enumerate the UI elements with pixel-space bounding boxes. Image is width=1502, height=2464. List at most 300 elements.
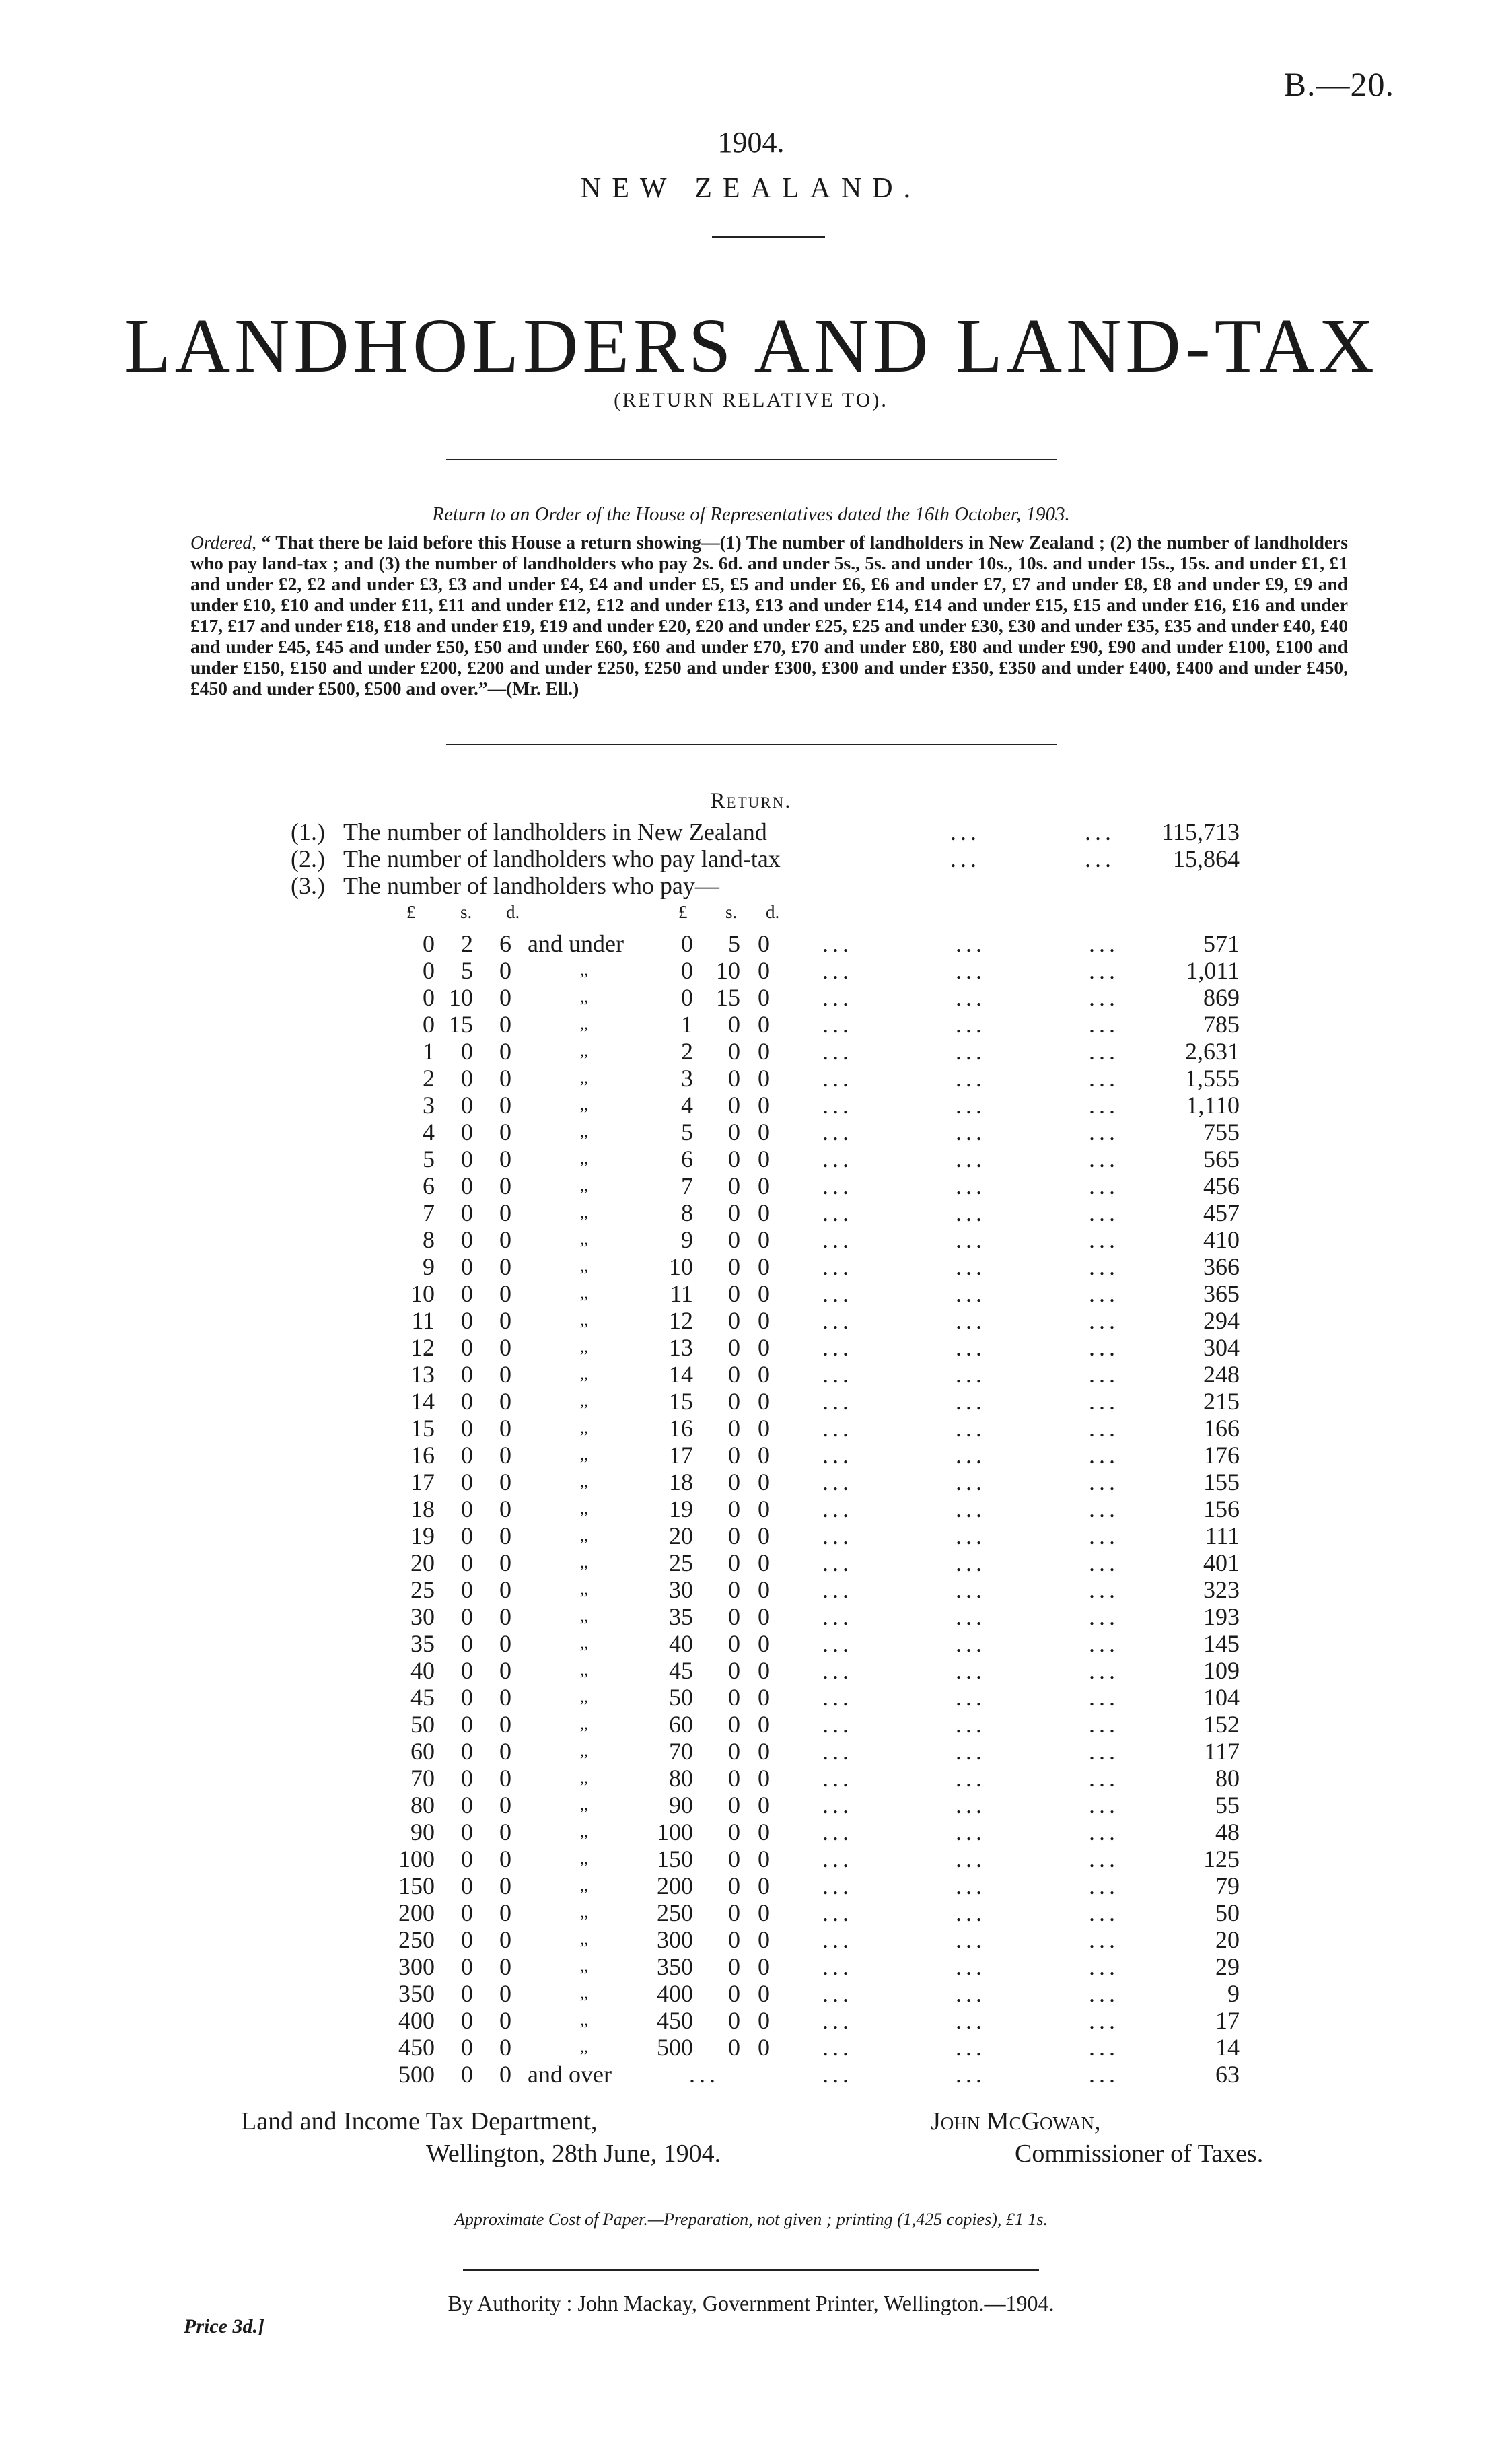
pence-header: d. — [766, 902, 780, 922]
leader-dots: ... — [956, 1172, 986, 1199]
from-shillings: 0 — [461, 1872, 473, 1899]
leader-dots: ... — [1085, 845, 1115, 872]
to-pounds: 60 — [669, 1711, 693, 1738]
table-row — [0, 1253, 1502, 1280]
summary-label: The number of landholders in New Zealand — [343, 818, 767, 845]
from-pence: 0 — [499, 1899, 511, 1926]
from-pounds: 40 — [410, 1657, 435, 1684]
from-shillings: 0 — [461, 1711, 473, 1738]
leader-dots: ... — [1089, 1603, 1119, 1630]
leader-dots: ... — [1089, 1819, 1119, 1845]
order-line: Return to an Order of the House of Representatives dated the 16th October, 1903. — [432, 503, 1070, 525]
from-pence: 0 — [499, 1872, 511, 1899]
to-shillings: 0 — [728, 1146, 740, 1172]
table-row — [0, 1711, 1502, 1738]
to-shillings: 0 — [728, 1953, 740, 1980]
from-pence: 6 — [499, 930, 511, 957]
landholder-count: 29 — [1215, 1953, 1240, 1980]
from-pounds: 6 — [423, 1172, 435, 1199]
table-row — [0, 984, 1502, 1011]
landholder-count: 365 — [1203, 1280, 1240, 1307]
ditto-mark: ,, — [580, 962, 588, 979]
from-pounds: 4 — [423, 1119, 435, 1146]
leader-dots: ... — [956, 1388, 986, 1415]
leader-dots: ... — [822, 1872, 853, 1899]
landholder-count: 109 — [1203, 1657, 1240, 1684]
to-pounds: 400 — [657, 1980, 693, 2007]
from-pounds: 5 — [423, 1146, 435, 1172]
ditto-mark: ,, — [580, 1285, 588, 1302]
leader-dots: ... — [822, 2007, 853, 2034]
landholder-count: 401 — [1203, 1549, 1240, 1576]
to-pounds: 40 — [669, 1630, 693, 1657]
leader-dots: ... — [822, 1657, 853, 1684]
from-pounds: 300 — [398, 1953, 435, 1980]
to-pence: 0 — [758, 1630, 770, 1657]
landholder-count: 14 — [1215, 2034, 1240, 2061]
table-row — [0, 1980, 1502, 2007]
to-pounds: 17 — [669, 1442, 693, 1469]
cost-note: Approximate Cost of Paper.—Preparation, not given ; printing (1,425 copies), £1 1s. — [454, 2210, 1048, 2229]
table-row — [0, 1576, 1502, 1603]
ditto-mark: ,, — [580, 1608, 588, 1625]
leader-dots: ... — [822, 1334, 853, 1361]
leader-dots: ... — [1089, 1011, 1119, 1038]
leader-dots: ... — [1089, 930, 1119, 957]
shillings-header: s. — [725, 902, 738, 922]
from-pence: 0 — [499, 1334, 511, 1361]
from-pounds: 10 — [410, 1280, 435, 1307]
from-shillings: 0 — [461, 1684, 473, 1711]
ditto-mark: ,, — [580, 1985, 588, 2002]
to-shillings: 0 — [728, 1199, 740, 1226]
table-row — [0, 1738, 1502, 1765]
from-shillings: 0 — [461, 1092, 473, 1119]
landholder-count: 166 — [1203, 1415, 1240, 1442]
landholder-count: 125 — [1203, 1845, 1240, 1872]
from-pounds: 14 — [410, 1388, 435, 1415]
leader-dots: ... — [822, 1172, 853, 1199]
landholder-count: 565 — [1203, 1146, 1240, 1172]
from-pence: 0 — [499, 1199, 511, 1226]
leader-dots: ... — [956, 1845, 986, 1872]
to-pounds: 15 — [669, 1388, 693, 1415]
from-pounds: 350 — [398, 1980, 435, 2007]
ditto-mark: ,, — [580, 1177, 588, 1195]
leader-dots: ... — [956, 1442, 986, 1469]
landholder-count: 48 — [1215, 1819, 1240, 1845]
landholder-count: 63 — [1215, 2061, 1240, 2088]
to-pence: 0 — [758, 1657, 770, 1684]
to-pence: 0 — [758, 1307, 770, 1334]
from-pounds: 15 — [410, 1415, 435, 1442]
ditto-mark: ,, — [580, 1500, 588, 1518]
from-pence: 0 — [499, 1038, 511, 1065]
leader-dots: ... — [1089, 1334, 1119, 1361]
divider — [446, 744, 1057, 745]
leader-dots: ... — [822, 1469, 853, 1495]
leader-dots: ... — [689, 2061, 719, 2088]
leader-dots: ... — [1089, 1953, 1119, 1980]
from-pounds: 8 — [423, 1226, 435, 1253]
ditto-mark: ,, — [580, 1150, 588, 1168]
ditto-mark: ,, — [580, 1554, 588, 1572]
to-pounds: 350 — [657, 1953, 693, 1980]
ditto-mark: ,, — [580, 1419, 588, 1437]
summary-value: 15,864 — [1173, 845, 1240, 872]
to-shillings: 0 — [728, 1980, 740, 2007]
to-shillings: 15 — [716, 984, 740, 1011]
landholder-count: 1,011 — [1186, 957, 1240, 984]
ditto-mark: ,, — [580, 1231, 588, 1248]
document-year: 1904. — [717, 126, 785, 159]
leader-dots: ... — [822, 1415, 853, 1442]
from-pounds: 9 — [423, 1253, 435, 1280]
ditto-mark: ,, — [580, 1877, 588, 1895]
leader-dots: ... — [956, 1280, 986, 1307]
leader-dots: ... — [822, 2034, 853, 2061]
ordered-paragraph — [190, 532, 1348, 699]
from-pounds: 100 — [398, 1845, 435, 1872]
leader-dots: ... — [956, 1926, 986, 1953]
from-pounds: 70 — [410, 1765, 435, 1792]
from-pence: 0 — [499, 1065, 511, 1092]
to-pence: 0 — [758, 1549, 770, 1576]
table-row — [0, 930, 1502, 957]
leader-dots: ... — [822, 1280, 853, 1307]
to-pence: 0 — [758, 1845, 770, 1872]
to-shillings: 0 — [728, 1361, 740, 1388]
from-shillings: 15 — [449, 1011, 473, 1038]
from-shillings: 0 — [461, 1576, 473, 1603]
leader-dots: ... — [956, 1684, 986, 1711]
to-pounds: 90 — [669, 1792, 693, 1819]
table-row — [0, 1953, 1502, 1980]
leader-dots: ... — [1089, 1926, 1119, 1953]
to-pounds: 4 — [681, 1092, 693, 1119]
to-shillings: 0 — [728, 1926, 740, 1953]
from-pence: 0 — [499, 1522, 511, 1549]
ditto-mark: ,, — [580, 1904, 588, 1922]
to-pence: 0 — [758, 1334, 770, 1361]
from-pence: 0 — [499, 1307, 511, 1334]
table-row — [0, 1011, 1502, 1038]
landholder-count: 456 — [1203, 1172, 1240, 1199]
to-pounds: 300 — [657, 1926, 693, 1953]
table-row — [0, 1199, 1502, 1226]
ditto-mark: ,, — [580, 2039, 588, 2056]
table-row — [0, 1630, 1502, 1657]
to-pounds: 50 — [669, 1684, 693, 1711]
landholder-count: 79 — [1215, 1872, 1240, 1899]
to-pence: 0 — [758, 930, 770, 957]
leader-dots: ... — [956, 1119, 986, 1146]
to-pence: 0 — [758, 1872, 770, 1899]
ditto-mark: ,, — [580, 1096, 588, 1114]
leader-dots: ... — [1089, 1307, 1119, 1334]
to-shillings: 0 — [728, 1119, 740, 1146]
summary-label: The number of landholders who pay land-tax — [343, 845, 781, 872]
landholder-count: 410 — [1203, 1226, 1240, 1253]
landholder-count: 294 — [1203, 1307, 1240, 1334]
page-title: LANDHOLDERS AND LAND-TAX — [124, 303, 1378, 388]
to-pence: 0 — [758, 1711, 770, 1738]
table-row — [0, 1926, 1502, 1953]
to-pence: 0 — [758, 1522, 770, 1549]
from-pence: 0 — [499, 1119, 511, 1146]
to-pence: 0 — [758, 1361, 770, 1388]
from-shillings: 0 — [461, 1792, 473, 1819]
summary-label: The number of landholders who pay— — [343, 872, 719, 899]
leader-dots: ... — [1089, 1361, 1119, 1388]
from-pounds: 18 — [410, 1495, 435, 1522]
landholder-count: 2,631 — [1185, 1038, 1240, 1065]
table-row — [0, 1146, 1502, 1172]
to-pence: 0 — [758, 1684, 770, 1711]
leader-dots: ... — [822, 1522, 853, 1549]
ditto-mark: ,, — [580, 1689, 588, 1706]
table-row — [0, 1334, 1502, 1361]
from-pence: 0 — [499, 1253, 511, 1280]
leader-dots: ... — [822, 1011, 853, 1038]
leader-dots: ... — [956, 2061, 986, 2088]
landholder-count: 755 — [1203, 1119, 1240, 1146]
from-shillings: 5 — [461, 957, 473, 984]
leader-dots: ... — [822, 1199, 853, 1226]
from-shillings: 0 — [461, 1549, 473, 1576]
leader-dots: ... — [1085, 818, 1115, 845]
leader-dots: ... — [956, 1469, 986, 1495]
from-pence: 0 — [499, 1469, 511, 1495]
from-pounds: 150 — [398, 1872, 435, 1899]
leader-dots: ... — [956, 1011, 986, 1038]
to-pounds: 0 — [681, 957, 693, 984]
leader-dots: ... — [956, 1899, 986, 1926]
to-shillings: 0 — [728, 2007, 740, 2034]
leader-dots: ... — [822, 1388, 853, 1415]
from-pence: 0 — [499, 1792, 511, 1819]
from-pence: 0 — [499, 1684, 511, 1711]
from-shillings: 0 — [461, 1899, 473, 1926]
ditto-mark: ,, — [580, 1796, 588, 1814]
to-shillings: 0 — [728, 1792, 740, 1819]
leader-dots: ... — [1089, 1119, 1119, 1146]
from-pence: 0 — [499, 1011, 511, 1038]
landholder-count: 1,555 — [1185, 1065, 1240, 1092]
leader-dots: ... — [956, 1738, 986, 1765]
to-pence: 0 — [758, 1495, 770, 1522]
ditto-mark: ,, — [580, 1527, 588, 1545]
to-pounds: 14 — [669, 1361, 693, 1388]
leader-dots: ... — [956, 1522, 986, 1549]
from-pounds: 0 — [423, 1011, 435, 1038]
leader-dots: ... — [956, 1065, 986, 1092]
landholder-count: 193 — [1203, 1603, 1240, 1630]
ditto-mark: ,, — [580, 1581, 588, 1598]
from-pounds: 0 — [423, 930, 435, 957]
from-pounds: 16 — [410, 1442, 435, 1469]
leader-dots: ... — [956, 1576, 986, 1603]
table-row — [0, 2007, 1502, 2034]
leader-dots: ... — [1089, 1657, 1119, 1684]
to-shillings: 0 — [728, 1334, 740, 1361]
landholder-count: 104 — [1203, 1684, 1240, 1711]
pounds-header: £ — [678, 902, 688, 922]
ditto-mark: ,, — [580, 1931, 588, 1948]
from-pence: 0 — [499, 1146, 511, 1172]
leader-dots: ... — [822, 1226, 853, 1253]
to-shillings: 0 — [728, 1765, 740, 1792]
to-pounds: 80 — [669, 1765, 693, 1792]
from-pence: 0 — [499, 984, 511, 1011]
table-row — [0, 1765, 1502, 1792]
from-shillings: 0 — [461, 1845, 473, 1872]
to-pounds: 7 — [681, 1172, 693, 1199]
to-pence: 0 — [758, 1469, 770, 1495]
summary-number: (2.) — [291, 845, 325, 872]
landholder-count: 145 — [1203, 1630, 1240, 1657]
to-pence: 0 — [758, 1146, 770, 1172]
ditto-mark: ,, — [580, 1258, 588, 1275]
to-pounds: 200 — [657, 1872, 693, 1899]
from-pence: 0 — [499, 1388, 511, 1415]
to-pence: 0 — [758, 1926, 770, 1953]
ditto-mark: ,, — [580, 2012, 588, 2029]
leader-dots: ... — [956, 1038, 986, 1065]
from-pence: 0 — [499, 1495, 511, 1522]
to-pounds: 0 — [681, 930, 693, 957]
from-shillings: 0 — [461, 1953, 473, 1980]
from-pence: 0 — [499, 1953, 511, 1980]
landholder-count: 156 — [1203, 1495, 1240, 1522]
signatory-name: John McGowan, — [931, 2107, 1101, 2136]
leader-dots: ... — [1089, 1199, 1119, 1226]
table-row — [0, 1549, 1502, 1576]
leader-dots: ... — [822, 1630, 853, 1657]
leader-dots: ... — [822, 1684, 853, 1711]
to-pence: 0 — [758, 1953, 770, 1980]
leader-dots: ... — [1089, 1092, 1119, 1119]
divider — [712, 236, 825, 238]
leader-dots: ... — [1089, 1684, 1119, 1711]
from-pence: 0 — [499, 1226, 511, 1253]
from-shillings: 0 — [461, 1253, 473, 1280]
from-pence: 0 — [499, 1980, 511, 2007]
table-row — [0, 1038, 1502, 1065]
ditto-mark: ,, — [580, 1366, 588, 1383]
leader-dots: ... — [956, 1549, 986, 1576]
table-row — [0, 1307, 1502, 1334]
from-pence: 0 — [499, 1442, 511, 1469]
from-pounds: 1 — [423, 1038, 435, 1065]
from-pence: 0 — [499, 1765, 511, 1792]
shillings-header: s. — [460, 902, 472, 922]
leader-dots: ... — [956, 2034, 986, 2061]
leader-dots: ... — [956, 1146, 986, 1172]
table-row — [0, 1092, 1502, 1119]
to-pounds: 13 — [669, 1334, 693, 1361]
leader-dots: ... — [956, 1953, 986, 1980]
from-pounds: 35 — [410, 1630, 435, 1657]
to-pounds: 0 — [681, 984, 693, 1011]
to-shillings: 0 — [728, 1738, 740, 1765]
from-pence: 0 — [499, 1576, 511, 1603]
leader-dots: ... — [956, 1980, 986, 2007]
landholder-count: 1,110 — [1186, 1092, 1240, 1119]
from-shillings: 0 — [461, 1522, 473, 1549]
ditto-mark: ,, — [580, 1958, 588, 1975]
landholder-count: 111 — [1205, 1522, 1240, 1549]
from-shillings: 0 — [461, 1657, 473, 1684]
from-pounds: 0 — [423, 957, 435, 984]
from-pounds: 80 — [410, 1792, 435, 1819]
leader-dots: ... — [956, 957, 986, 984]
to-pounds: 6 — [681, 1146, 693, 1172]
from-pence: 0 — [499, 1819, 511, 1845]
signatory-title: Commissioner of Taxes. — [1015, 2140, 1264, 2168]
from-pounds: 13 — [410, 1361, 435, 1388]
from-shillings: 0 — [461, 1603, 473, 1630]
to-shillings: 5 — [728, 930, 740, 957]
to-pence: 0 — [758, 1819, 770, 1845]
leader-dots: ... — [956, 1307, 986, 1334]
to-pounds: 18 — [669, 1469, 693, 1495]
table-row — [0, 1657, 1502, 1684]
ordered-lead: Ordered, — [190, 532, 257, 553]
leader-dots: ... — [822, 1065, 853, 1092]
leader-dots: ... — [1089, 2061, 1119, 2088]
landholder-count: 571 — [1203, 930, 1240, 957]
leader-dots: ... — [950, 845, 980, 872]
return-heading: Return. — [710, 789, 792, 813]
leader-dots: ... — [1089, 1980, 1119, 2007]
from-pence: 0 — [499, 1415, 511, 1442]
landholder-count: 366 — [1203, 1253, 1240, 1280]
to-shillings: 0 — [728, 1011, 740, 1038]
ditto-mark: ,, — [580, 1339, 588, 1356]
ditto-mark: ,, — [580, 1662, 588, 1679]
landholder-count: 323 — [1203, 1576, 1240, 1603]
to-shillings: 0 — [728, 1845, 740, 1872]
ditto-mark: ,, — [580, 1743, 588, 1760]
summary-number: (3.) — [291, 872, 325, 899]
to-shillings: 0 — [728, 1280, 740, 1307]
leader-dots: ... — [1089, 1146, 1119, 1172]
leader-dots: ... — [1089, 1765, 1119, 1792]
to-pounds: 45 — [669, 1657, 693, 1684]
from-pounds: 45 — [410, 1684, 435, 1711]
from-pence: 0 — [499, 2061, 511, 2088]
table-row — [0, 1442, 1502, 1469]
leader-dots: ... — [1089, 1038, 1119, 1065]
department: Land and Income Tax Department, — [241, 2107, 598, 2136]
from-pence: 0 — [499, 1092, 511, 1119]
table-row — [0, 1603, 1502, 1630]
to-pence: 0 — [758, 1172, 770, 1199]
from-pence: 0 — [499, 1926, 511, 1953]
table-row — [0, 1469, 1502, 1495]
to-shillings: 0 — [728, 1899, 740, 1926]
table-row — [0, 1065, 1502, 1092]
from-pence: 0 — [499, 1549, 511, 1576]
landholder-count: 304 — [1203, 1334, 1240, 1361]
to-pence: 0 — [758, 2034, 770, 2061]
from-shillings: 0 — [461, 1172, 473, 1199]
leader-dots: ... — [956, 930, 986, 957]
table-row — [0, 1845, 1502, 1872]
leader-dots: ... — [822, 1980, 853, 2007]
ditto-mark: ,, — [580, 1446, 588, 1464]
